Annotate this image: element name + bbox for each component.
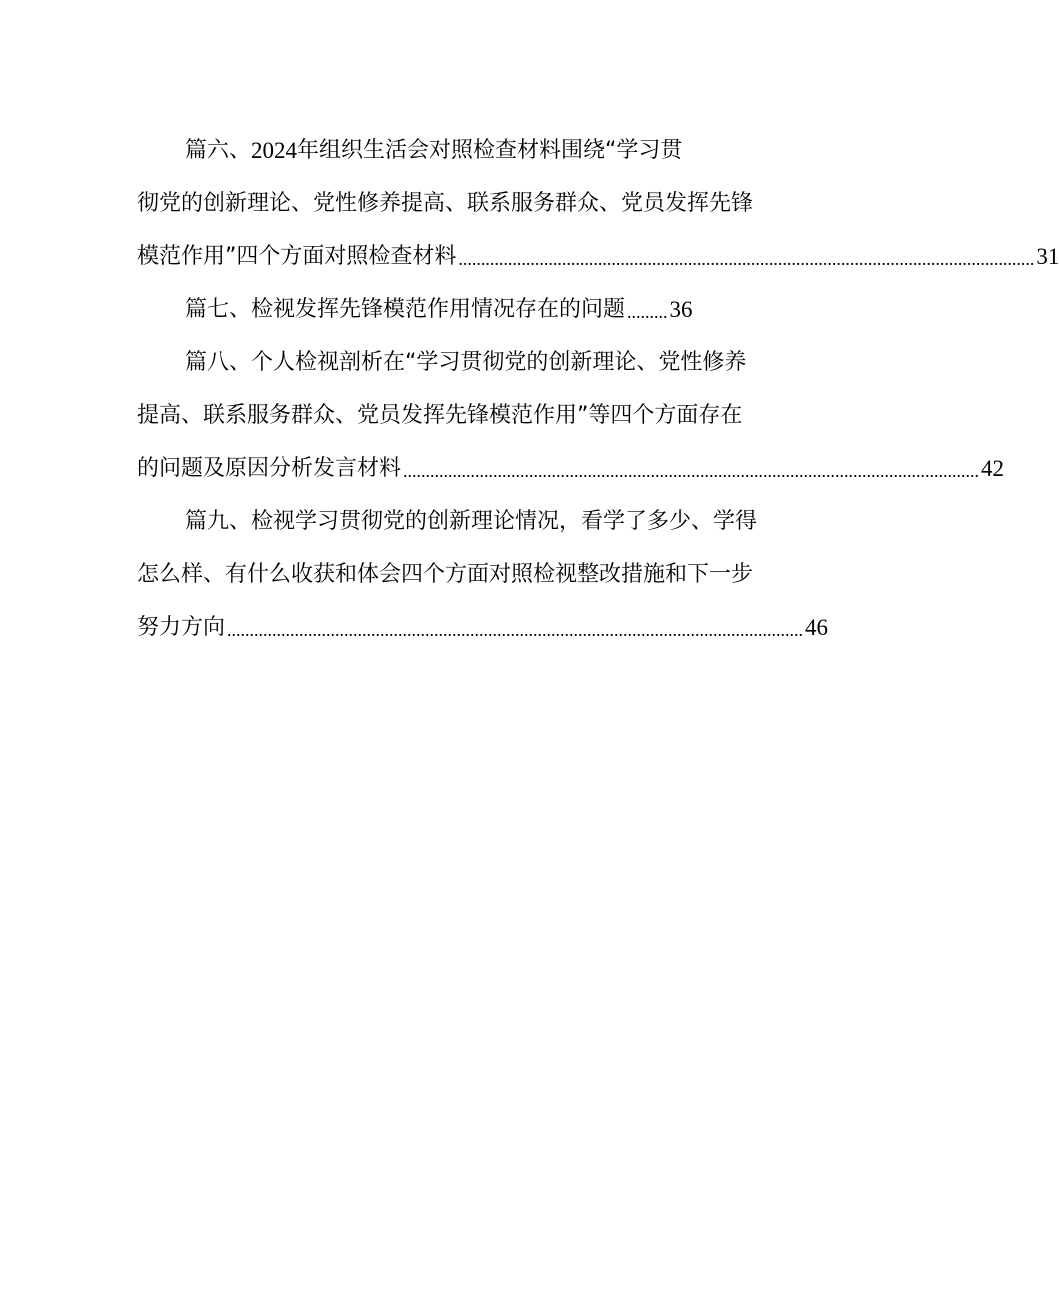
toc-page-number: 31 [1036,244,1059,269]
toc-text: 的问题及原因分析发言材料 [137,456,402,481]
toc-entry-9[interactable] [137,495,829,654]
toc-text: 模范作用”四个方面对照检查材料 [137,244,457,269]
toc-text: 篇九、检视学习贯彻党的创新理论情况，看学了多少、学得 [185,509,758,534]
toc-text: 年组织生活会对照检查材料围绕“学习贯 [297,138,683,163]
toc-text: 怎么样、有什么收获和体会四个方面对照检视整改措施和下一步 [137,562,754,587]
dot-leader: ................................................................................................................................ [458,249,1035,269]
toc-text: 提高、联系服务群众、党员发挥先锋模范作用”等四个方面存在 [137,403,743,428]
toc-line [137,124,783,177]
dot-leader: ......... [627,302,668,322]
toc-line [137,442,1005,495]
toc-entry-7[interactable] [137,283,783,336]
dot-leader: ................................................................................................................................ [227,620,804,640]
toc-text: 篇六、 [185,138,252,163]
toc-entry-8[interactable] [137,336,1005,495]
toc-line [137,389,783,442]
toc-page-number: 36 [669,297,693,322]
toc-text: 篇八、个人检视剖析在“学习贯彻党的创新理论、党性修养 [185,350,747,375]
toc-page-number: 46 [805,615,829,640]
table-of-contents [137,124,1059,654]
toc-year: 2024 [251,138,298,163]
toc-line [137,283,783,336]
toc-line [137,336,783,389]
toc-line [137,548,783,601]
toc-text: 努力方向 [137,615,226,640]
toc-line [137,495,783,548]
dot-leader: ................................................................................................................................ [403,461,980,481]
toc-entry-6[interactable] [137,124,1059,283]
toc-line [137,230,1059,283]
toc-text: 篇七、检视发挥先锋模范作用情况存在的问题 [185,297,626,322]
toc-line [137,177,783,230]
toc-text: 彻党的创新理论、党性修养提高、联系服务群众、党员发挥先锋 [137,191,754,216]
toc-page-number: 42 [981,456,1005,481]
toc-line [137,601,829,654]
